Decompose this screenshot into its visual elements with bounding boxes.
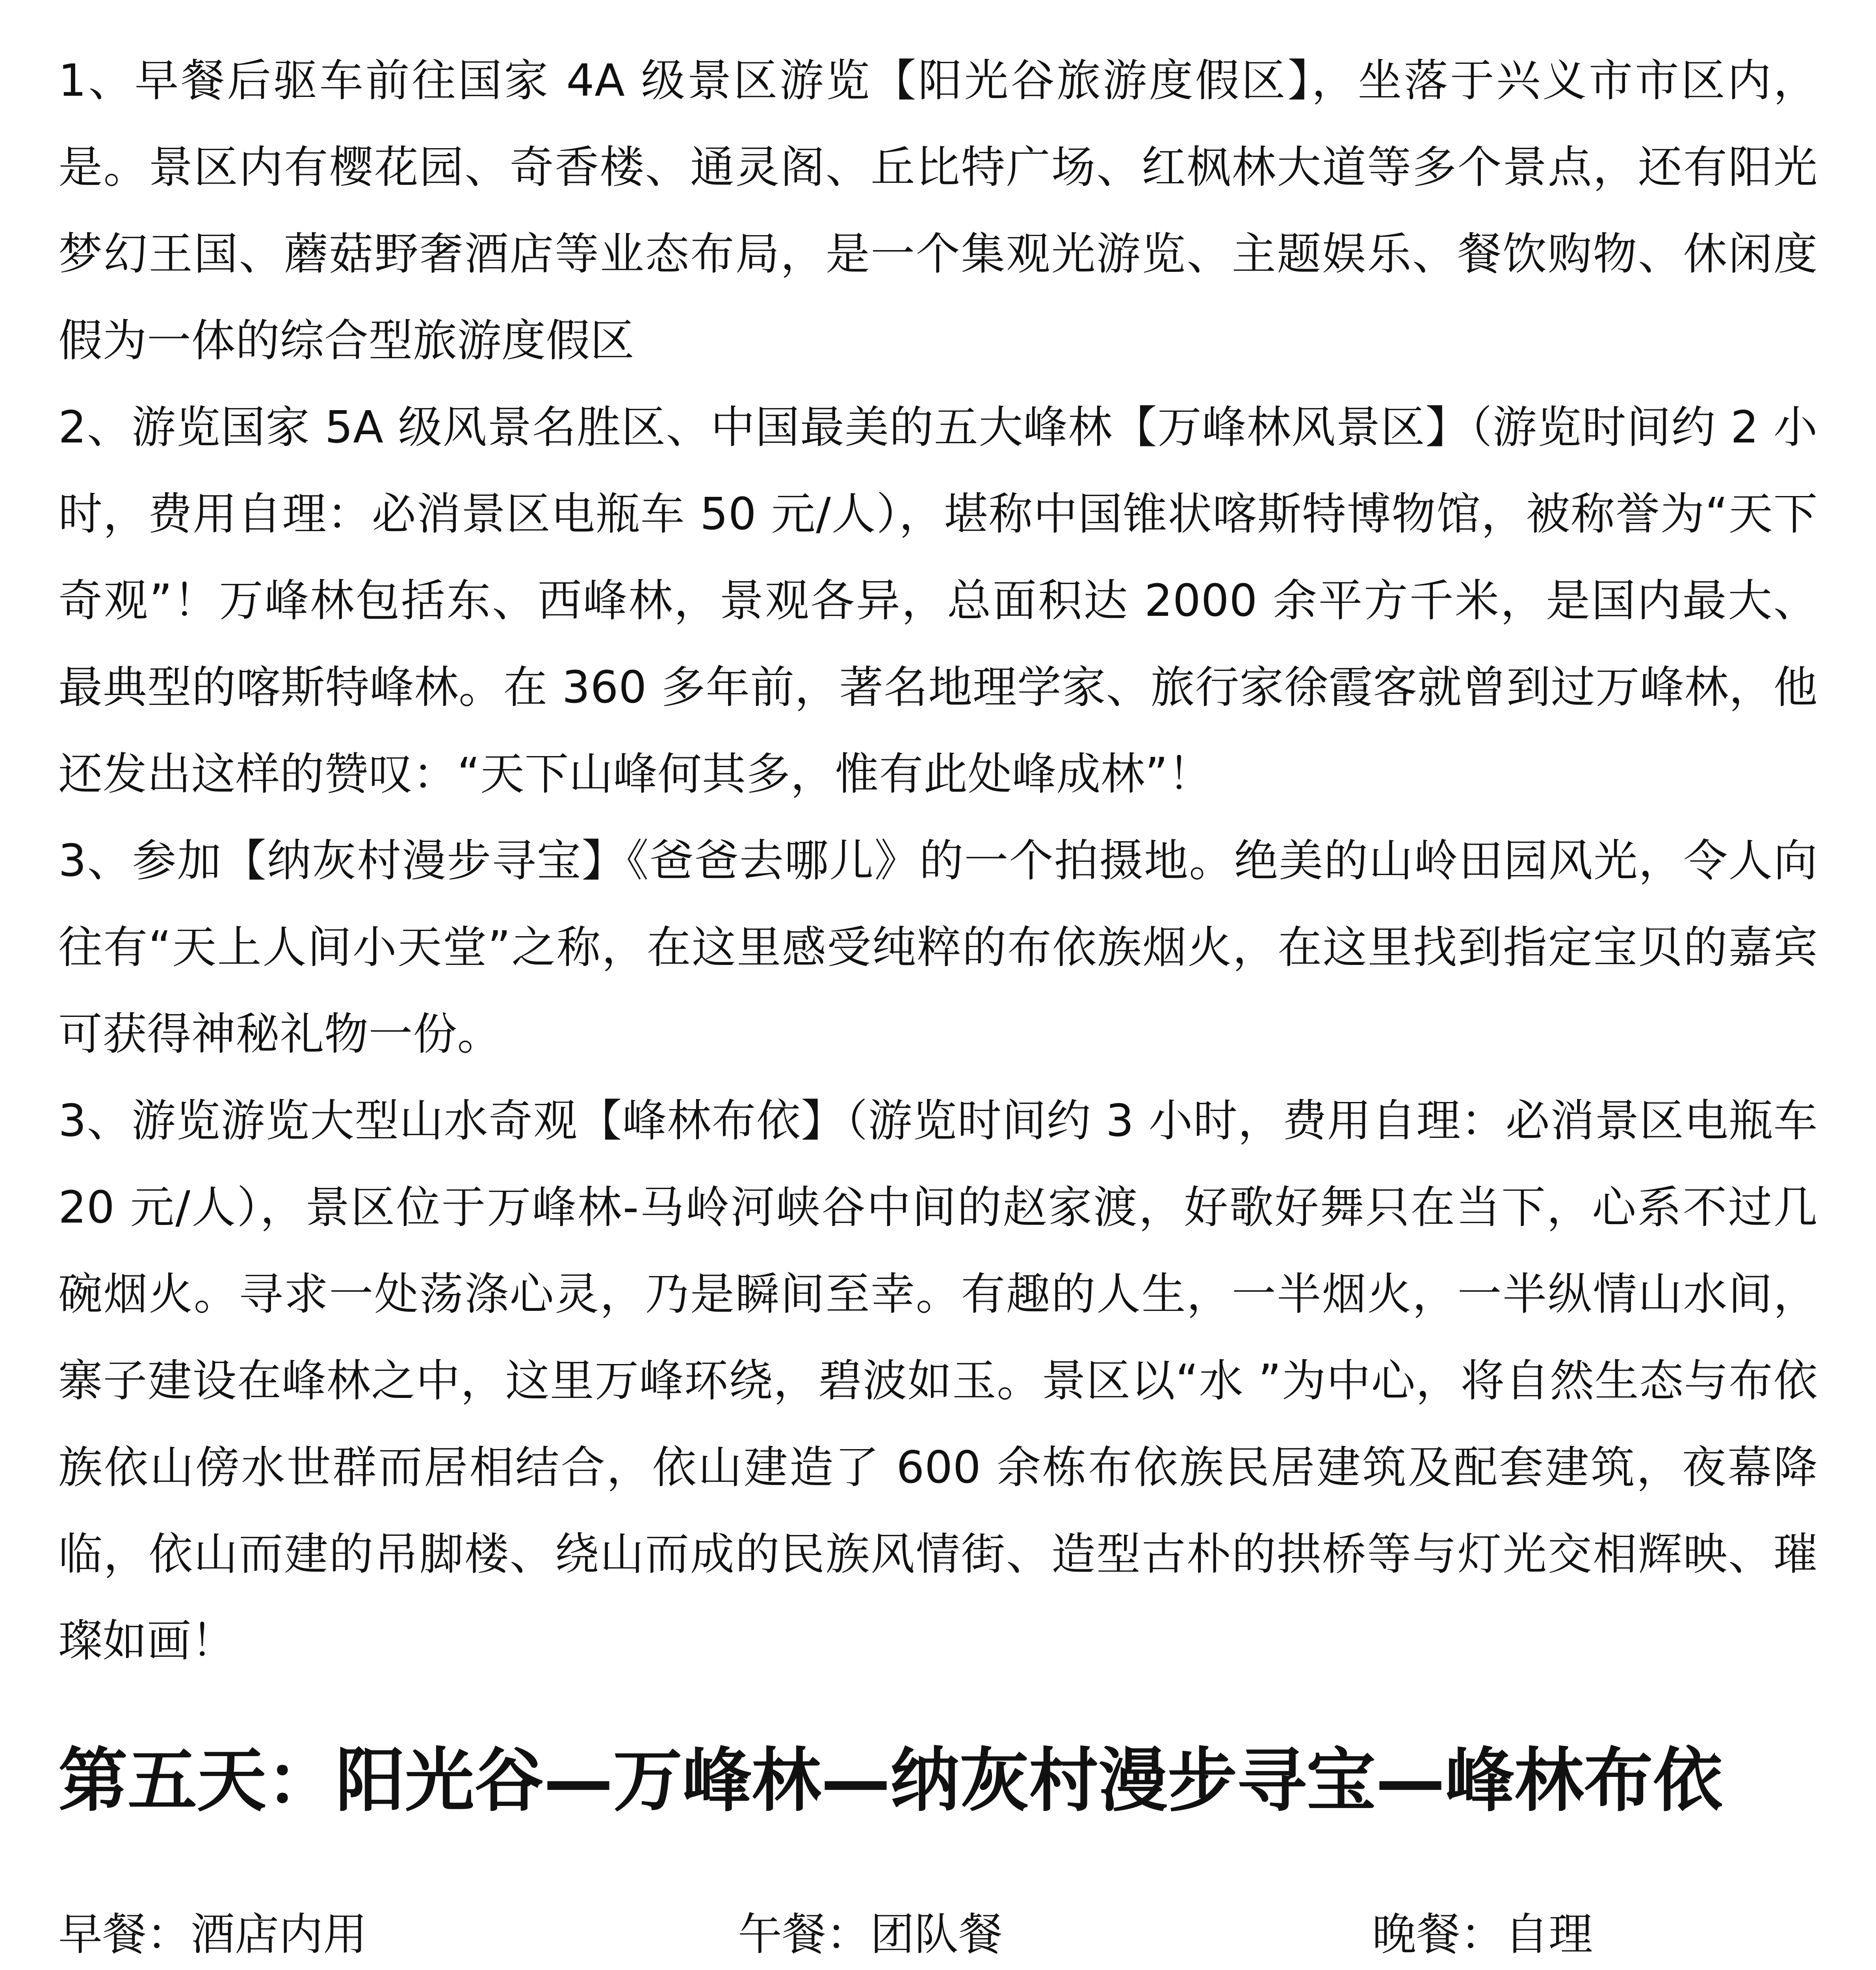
paragraph-sunshine-valley: 1、早餐后驱车前往国家 4A 级景区游览【阳光谷旅游度假区】，坐落于兴义市市区内，是。景区内有樱花园、奇香楼、通灵阁、丘比特广场、红枫林大道等多个景点，还有阳光梦幻王国、蘑菇野奢酒店等业态布局，是一个集观光游览、主题娱乐、餐饮购物、休闲度假为一体的综合型旅游度假区 bbox=[58, 55, 1818, 366]
paragraph-nahui-village: 3、参加【纳灰村漫步寻宝】《爸爸去哪儿》的一个拍摄地。绝美的山岭田园风光，令人向往有“天上人间小天堂”之称，在这里感受纯粹的布依族烟火，在这里找到指定宝贝的嘉宾可获得神秘礼物一份。 bbox=[58, 835, 1818, 1060]
paragraph-fenglin-buyi: 3、游览游览大型山水奇观【峰林布依】（游览时间约 3 小时，费用自理：必消景区电瓶车 20 元/人），景区位于万峰林-马岭河峡谷中间的赵家渡，好歌好舞只在当下，心系不过几碗烟火。寻求一处荡涤心灵，乃是瞬间至幸。有趣的人生，一半烟火，一半纵情山水间，寨子建设在峰林之中，这里万峰环绕，碧波如玉。景区以“水 ”为中心，将自然生态与布依族依山傍水世群而居相结合，依山建造了 600 余栋布依族民居建筑及配套建筑，夜幕降临，依山而建的吊脚楼、绕山而成的民族风情街、造型古朴的拱桥等与灯光交相辉映、璀璨如画！ bbox=[58, 1095, 1818, 1667]
lunch-info: 午餐：团队餐 bbox=[738, 1909, 1003, 1960]
breakfast-info: 早餐：酒店内用 bbox=[58, 1909, 367, 1960]
day-five-heading: 第五天：阳光谷—万峰林—纳灰村漫步寻宝—峰林布依 bbox=[58, 1740, 1723, 1821]
meals-row bbox=[58, 1901, 1818, 1968]
paragraph-wanfenglin: 2、游览国家 5A 级风景名胜区、中国最美的五大峰林【万峰林风景区】（游览时间约 2 小时，费用自理：必消景区电瓶车 50 元/人），堪称中国锥状喀斯特博物馆，被称誉为“天下奇观”！万峰林包括东、西峰林，景观各异，总面积达 2000 余平方千米，是国内最大、最典型的喀斯特峰林。在 360 多年前，著名地理学家、旅行家徐霞客就曾到过万峰林，他还发出这样的赞叹：“天下山峰何其多，惟有此处峰成林”！ bbox=[58, 402, 1818, 800]
dinner-info: 晚餐：自理 bbox=[1372, 1909, 1593, 1960]
document-page bbox=[58, 0, 1818, 1970]
